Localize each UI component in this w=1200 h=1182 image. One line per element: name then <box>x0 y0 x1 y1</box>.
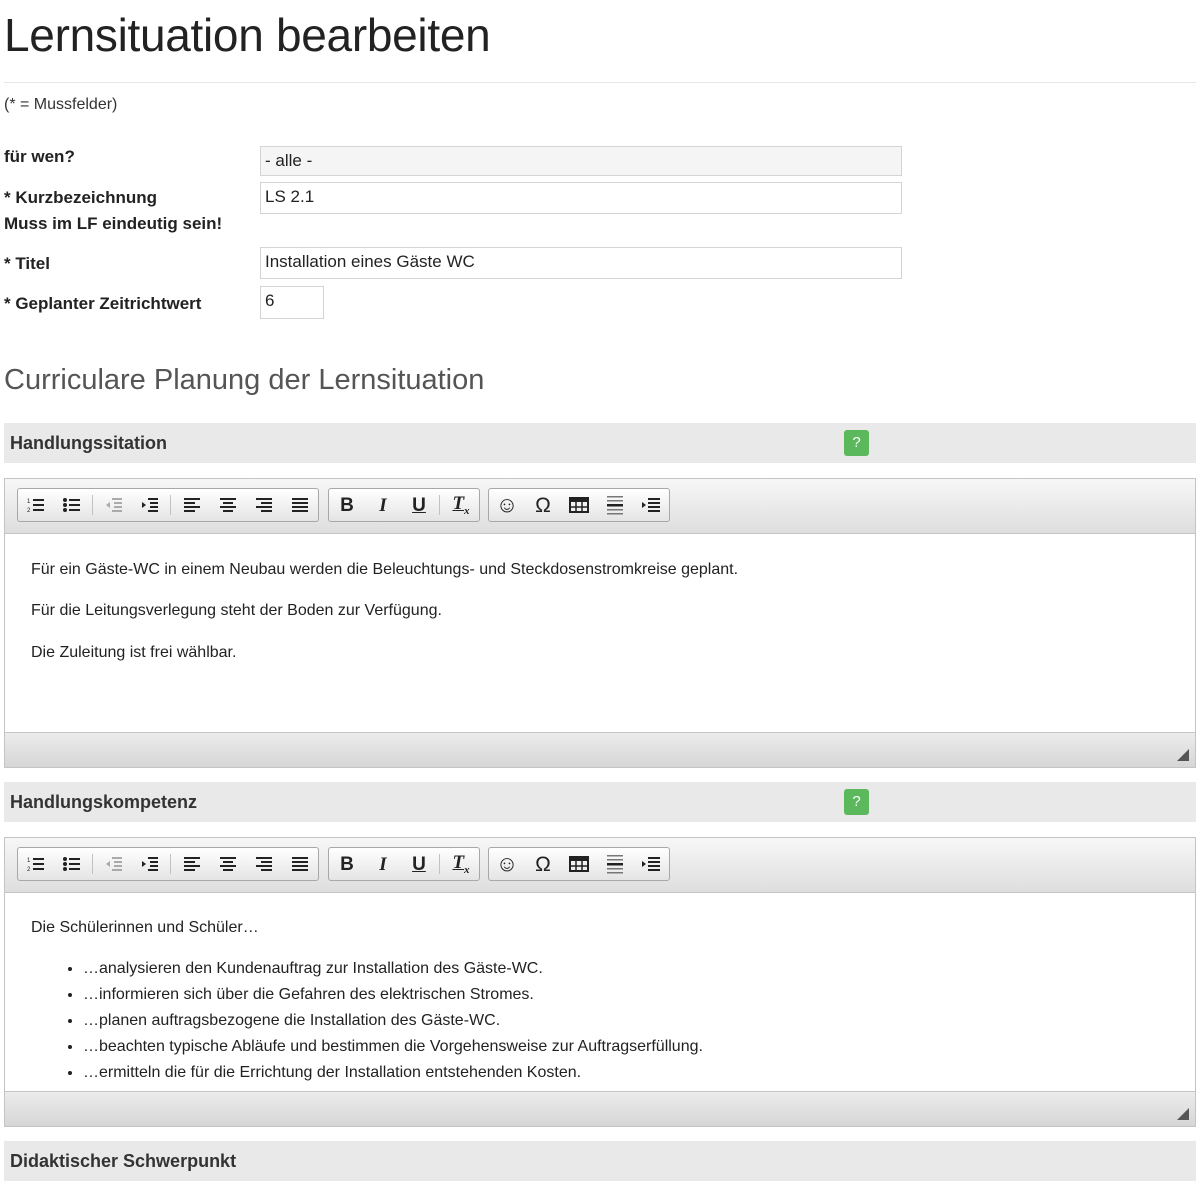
label-kurzbezeichnung: * Kurzbezeichnung <box>4 188 158 207</box>
svg-text:1: 1 <box>27 858 31 864</box>
align-left-icon[interactable] <box>174 489 210 521</box>
align-left-icon[interactable] <box>174 848 210 880</box>
paragraph: Für ein Gäste-WC in einem Neubau werden die Beleuchtungs- und Steckdosenstromkreise geplant. <box>31 561 739 578</box>
help-button[interactable]: ? <box>844 789 869 815</box>
horizontal-rule-icon[interactable] <box>597 489 633 521</box>
kurzbezeichnung-input[interactable]: LS 2.1 <box>260 182 902 214</box>
resize-handle-icon[interactable] <box>1177 749 1189 761</box>
paragraph: Für die Leitungsverlegung steht der Boden zur Verfügung. <box>31 602 442 619</box>
toolbar-group-format <box>17 847 319 881</box>
resize-handle-icon[interactable] <box>1177 1108 1189 1120</box>
blockquote-icon[interactable] <box>633 489 669 521</box>
outdent-icon[interactable] <box>96 489 132 521</box>
list-item: • …ermitteln die für die Errichtung der Installation entstehenden Kosten. <box>83 1060 1169 1086</box>
fuer-wen-select[interactable]: - alle - <box>260 146 902 176</box>
panel-header-handlungskompetenz <box>4 782 1196 822</box>
editor-handlungskompetenz <box>4 837 1196 1127</box>
toolbar-group-style <box>328 847 480 881</box>
align-center-icon[interactable] <box>210 489 246 521</box>
editor-toolbar <box>5 838 1195 893</box>
numbered-list-icon[interactable] <box>18 848 54 880</box>
align-center-icon[interactable] <box>210 848 246 880</box>
outdent-icon[interactable] <box>96 848 132 880</box>
special-char-icon[interactable]: Ω <box>535 493 551 517</box>
list-item: • …planen auftragsbezogene die Installation des Gäste-WC. <box>83 1008 1169 1034</box>
align-right-icon[interactable] <box>246 848 282 880</box>
panel-title: Didaktischer Schwerpunkt <box>10 1151 237 1171</box>
editor-statusbar <box>5 732 1195 767</box>
titel-input[interactable]: Installation eines Gäste WC <box>260 247 902 279</box>
horizontal-rule-icon[interactable] <box>597 848 633 880</box>
label-zeitrichtwert: * Geplanter Zeitrichtwert <box>4 294 202 313</box>
special-char-icon[interactable]: Ω <box>535 852 551 876</box>
bold-icon[interactable]: B <box>340 853 354 875</box>
toolbar-group-style <box>328 488 480 522</box>
table-icon[interactable] <box>561 848 597 880</box>
bullet-list-icon[interactable] <box>54 489 90 521</box>
editor-toolbar <box>5 479 1195 534</box>
list-item: • …informieren sich über die Gefahren des elektrischen Stromes. <box>83 982 1169 1008</box>
align-right-icon[interactable] <box>246 489 282 521</box>
editor-statusbar <box>5 1091 1195 1126</box>
clear-format-icon[interactable]: $T_x$ <box>452 492 470 517</box>
competency-list <box>31 956 1169 1086</box>
table-icon[interactable] <box>561 489 597 521</box>
paragraph: Die Schülerinnen und Schüler… <box>31 919 259 936</box>
underline-icon[interactable]: U <box>412 853 426 875</box>
bullet-list-icon[interactable] <box>54 848 90 880</box>
zeitrichtwert-input[interactable]: 6 <box>260 286 324 319</box>
list-item: • …beachten typische Abläufe und bestimmen die Vorgehensweise zur Auftragserfüllung. <box>83 1034 1169 1060</box>
label-fuer-wen: für wen? <box>4 147 75 166</box>
align-justify-icon[interactable] <box>282 489 318 521</box>
toolbar-group-insert <box>488 847 670 881</box>
panel-header-didaktischer-schwerpunkt <box>4 1141 1196 1181</box>
svg-text:2: 2 <box>27 867 31 872</box>
italic-icon[interactable]: I <box>379 853 387 875</box>
panel-header-handlungssituation <box>4 423 1196 463</box>
title-divider <box>4 82 1196 83</box>
emoji-icon[interactable]: ☺ <box>495 492 519 517</box>
page-title: Lernsituation bearbeiten <box>4 9 491 61</box>
label-titel: * Titel <box>4 254 50 273</box>
svg-text:2: 2 <box>27 508 31 513</box>
editor-content[interactable] <box>5 892 1195 1092</box>
align-justify-icon[interactable] <box>282 848 318 880</box>
blockquote-icon[interactable] <box>633 848 669 880</box>
panel-title: Handlungskompetenz <box>10 792 198 812</box>
kurzbezeichnung-hint: Muss im LF eindeutig sein! <box>4 214 223 233</box>
emoji-icon[interactable]: ☺ <box>495 851 519 876</box>
underline-icon[interactable]: U <box>412 494 426 516</box>
toolbar-group-format <box>17 488 319 522</box>
help-button[interactable]: ? <box>844 430 869 456</box>
bold-icon[interactable]: B <box>340 494 354 516</box>
editor-handlungssituation <box>4 478 1196 768</box>
indent-icon[interactable] <box>132 489 168 521</box>
italic-icon[interactable]: I <box>379 494 387 516</box>
svg-text:1: 1 <box>27 499 31 505</box>
section-title: Curriculare Planung der Lernsituation <box>4 364 485 396</box>
editor-content[interactable] <box>5 533 1195 733</box>
list-item: • …analysieren den Kundenauftrag zur Installation des Gäste-WC. <box>83 956 1169 982</box>
indent-icon[interactable] <box>132 848 168 880</box>
required-fields-note: (* = Mussfelder) <box>4 96 118 113</box>
numbered-list-icon[interactable] <box>18 489 54 521</box>
toolbar-group-insert <box>488 488 670 522</box>
panel-title: Handlungssitation <box>10 433 167 453</box>
clear-format-icon[interactable]: $T_x$ <box>452 851 470 876</box>
paragraph: Die Zuleitung ist frei wählbar. <box>31 644 237 661</box>
